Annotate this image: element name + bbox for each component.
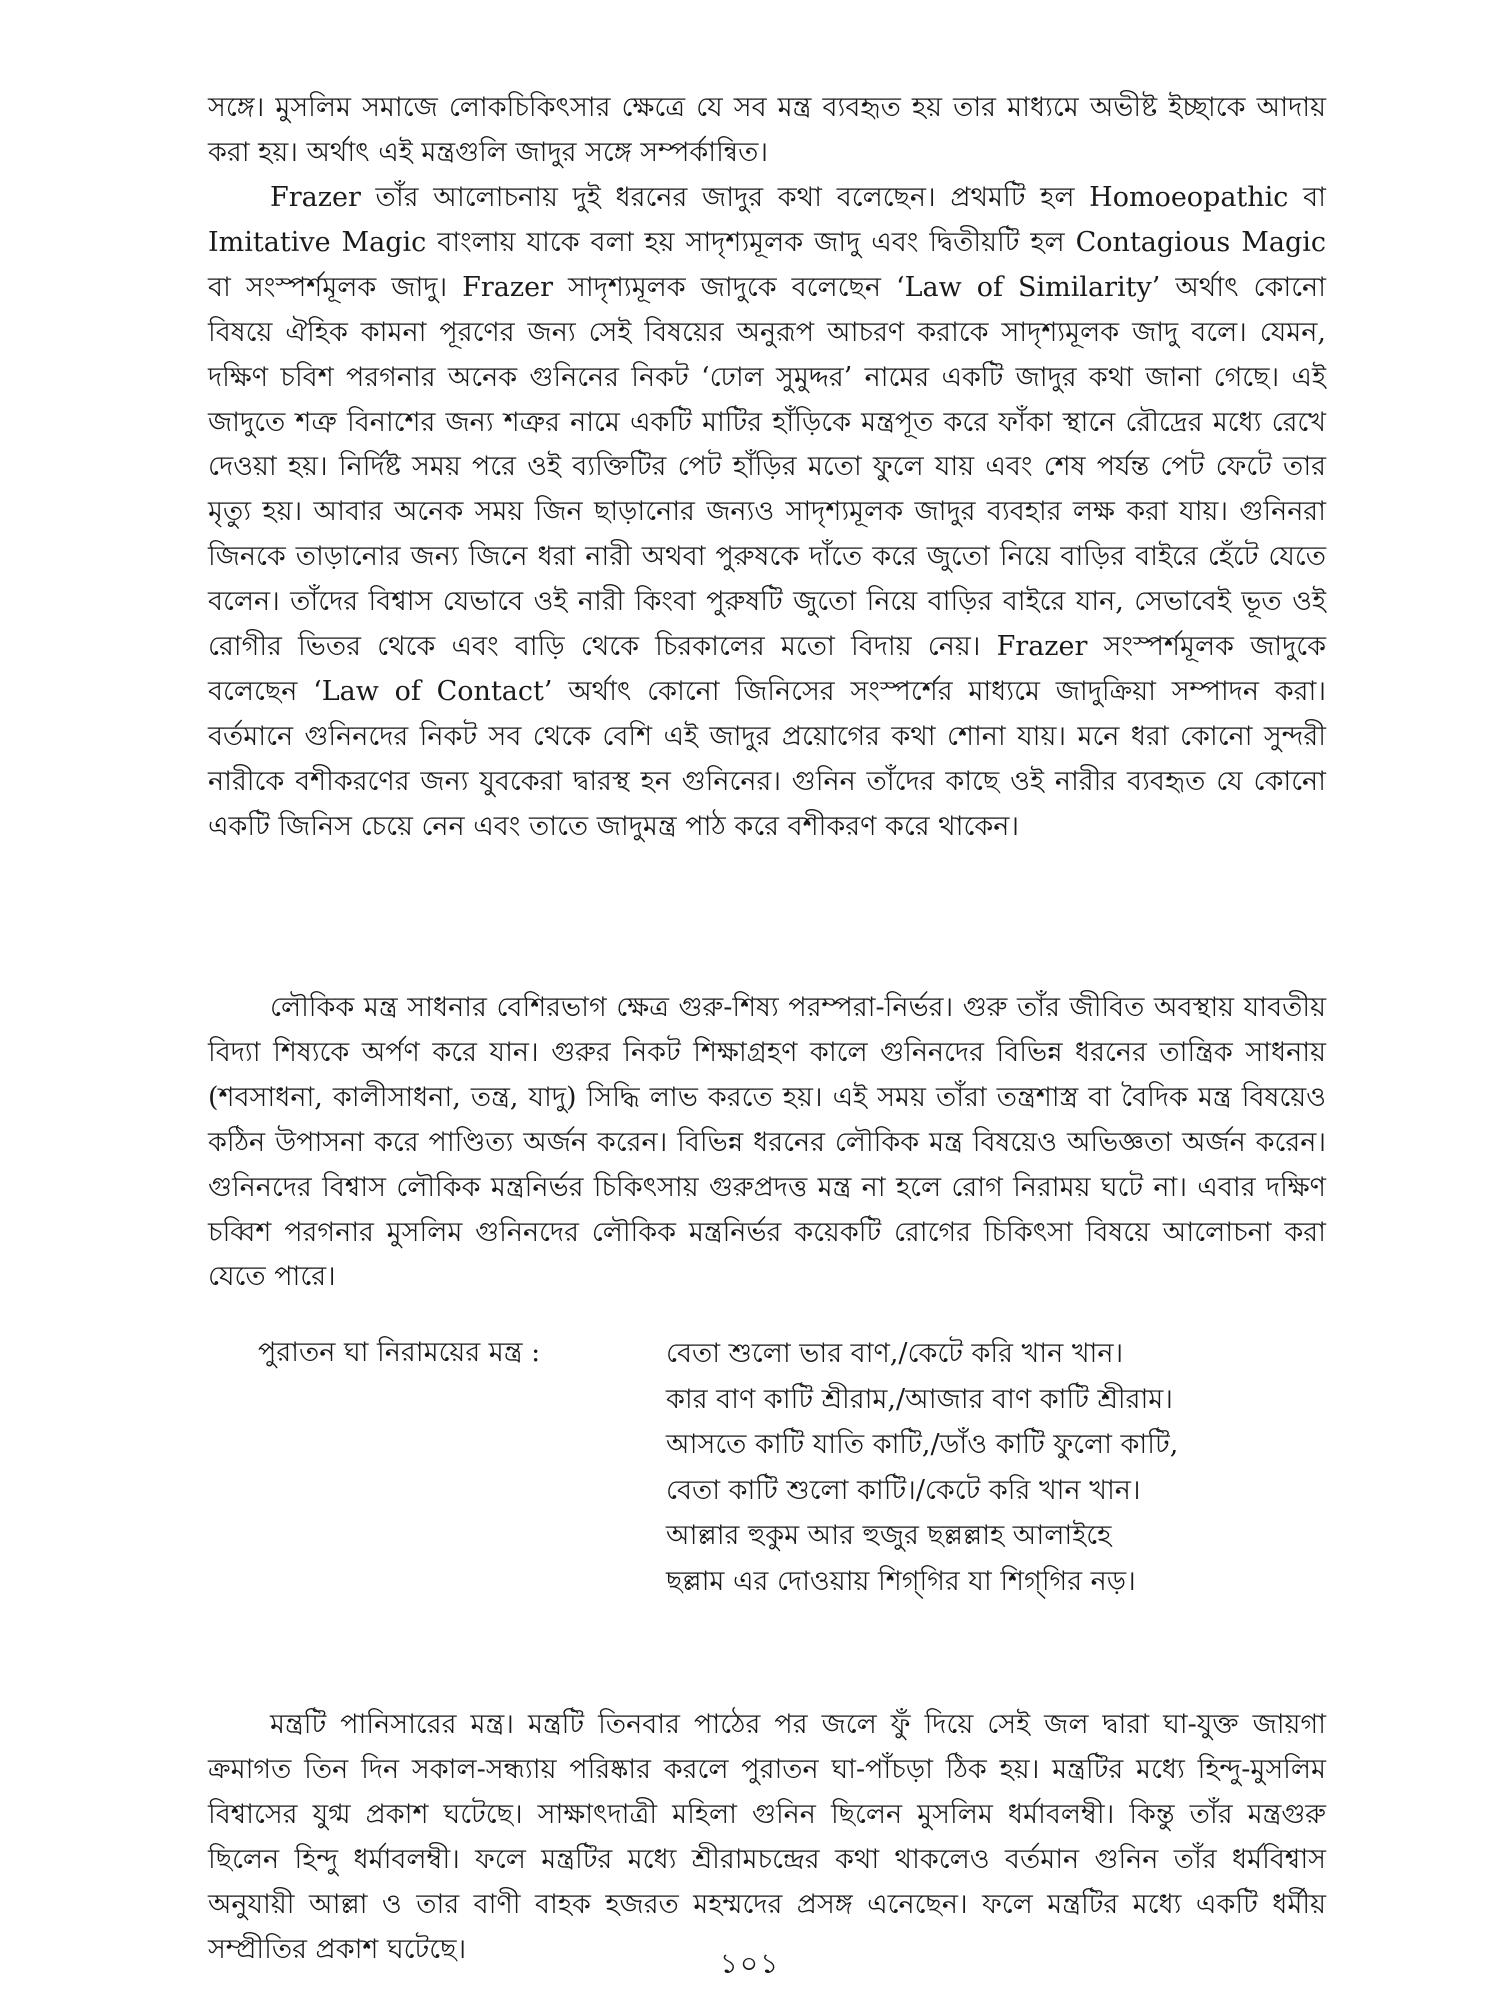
paragraph-intro-continuation: সঙ্গে। মুসলিম সমাজে লোকচিকিৎসার ক্ষেত্রে যে সব মন্ত্র ব্যবহৃত হয় তার মাধ্যমে অভীষ্ট ইচ্ছাকে আদায় করা হয়। অর্থাৎ এই মন্ত্রগুলি জাদুর সঙ্গে সম্পর্কান্বিত। bbox=[208, 92, 1326, 168]
paragraph-mantra-explanation: মন্ত্রটি পানিসারের মন্ত্র। মন্ত্রটি তিনবার পাঠের পর জলে ফুঁ দিয়ে সেই জল দ্বারা ঘা-যুক্ত জায়গা ক্রমাগত তিন দিন সকাল-সন্ধ্যায় পরিষ্কার করলে পুরাতন ঘা-পাঁচড়া ঠিক হয়। মন্ত্রটির মধ্যে হিন্দু-মুসলিম বিশ্বাসের যুগ্ম প্রকাশ ঘটেছে। সাক্ষাৎদাত্রী মহিলা গুনিন ছিলেন মুসলিম ধর্মাবলম্বী। কিন্তু তাঁর মন্ত্রগুরু ছিলেন হিন্দু ধর্মাবলম্বী। ফলে মন্ত্রটির মধ্যে শ্রীরামচন্দ্রের কথা থাকলেও বর্তমান গুনিন তাঁর ধর্মবিশ্বাস অনুযায়ী আল্লা ও তার বাণী বাহক হজরত মহম্মদের প্রসঙ্গ এনেছেন। ফলে মন্ত্রটির মধ্যে একটি ধর্মীয় সম্প্রীতির প্রকাশ ঘটেছে। bbox=[208, 1709, 1326, 1965]
mantra-label: পুরাতন ঘা নিরাময়ের মন্ত্র : bbox=[258, 1337, 541, 1368]
mantra-line: বেতা শুলো ভার বাণ,/কেটে করি খান খান। bbox=[666, 1338, 1124, 1369]
mantra-line: বেতা কাটি শুলো কাটি।/কেটে করি খান খান। bbox=[666, 1474, 1141, 1506]
mantra-line: আল্লার হুকুম আর হুজুর ছল্লল্লাহ আলাইহে bbox=[666, 1520, 1112, 1551]
mantra-line: আসতে কাটি যাতি কাটি,/ডাঁও কাটি ফুলো কাটি, bbox=[666, 1429, 1179, 1460]
paragraph-frazer-magic: Frazer তাঁর আলোচনায় দুই ধরনের জাদুর কথা বলেছেন। প্রথমটি হল Homoeopathic বা Imitative Magic বাংলায় যাকে বলা হয় সাদৃশ্যমূলক জাদু এবং দ্বিতীয়টি হল Contagious Magic বা সংস্পর্শমূলক জাদু। Frazer সাদৃশ্যমূলক জাদুকে বলেছেন ‘Law of Similarity’ অর্থাৎ কোনো বিষয়ে ঐহিক কামনা পূরণের জন্য সেই বিষয়ের অনুরূপ আচরণ করাকে সাদৃশ্যমূলক জাদু বলে। যেমন, দক্ষিণ চবিশ পরগনার অনেক গুনিনের নিকট ‘ঢোল সুমুদ্দর’ নামের একটি জাদুর কথা জানা গেছে। এই জাদুতে শত্রু বিনাশের জন্য শত্রুর নামে একটি মাটির হাঁড়িকে মন্ত্রপূত করে ফাঁকা স্থানে রৌদ্রের মধ্যে রেখে দেওয়া হয়। নির্দিষ্ট সময় পরে ওই ব্যক্তিটির পেট হাঁড়ির মতো ফুলে যায় এবং শেষ পর্যন্ত পেট ফেটে তার মৃত্যু হয়। আবার অনেক সময় জিন ছাড়ানোর জন্যও সাদৃশ্যমূলক জাদুর ব্যবহার লক্ষ করা যায়। গুনিনরা জিনকে তাড়ানোর জন্য জিনে ধরা নারী অথবা পুরুষকে দাঁতে করে জুতো নিয়ে বাড়ির বাইরে হেঁটে যেতে বলেন। তাঁদের বিশ্বাস যেভাবে ওই নারী কিংবা পুরুষটি জুতো নিয়ে বাড়ির বাইরে যান, সেভাবেই ভূত ওই রোগীর ভিতর থেকে এবং বাড়ি থেকে চিরকালের মতো বিদায় নেয়। Frazer সংস্পর্শমূলক জাদুকে বলেছেন ‘Law of Contact’ অর্থাৎ কোনো জিনিসের সংস্পর্শের মাধ্যমে জাদুক্রিয়া সম্পাদন করা। বর্তমানে গুনিনদের নিকট সব থেকে বেশি এই জাদুর প্রয়োগের কথা শোনা যায়। মনে ধরা কোনো সুন্দরী নারীকে বশীকরণের জন্য যুবকেরা দ্বারস্থ হন গুনিনের। গুনিন তাঁদের কাছে ওই নারীর ব্যবহৃত যে কোনো একটি জিনিস চেয়ে নেন এবং তাতে জাদুমন্ত্র পাঠ করে বশীকরণ করে থাকেন। bbox=[208, 182, 1326, 842]
mantra-line: ছল্লাম এর দোওয়ায় শিগ্‌গির যা শিগ্‌গির নড়। bbox=[666, 1565, 1136, 1597]
mantra-line: কার বাণ কাটি শ্রীরাম,/আজার বাণ কাটি শ্রীরাম। bbox=[666, 1383, 1173, 1415]
paragraph-guru-tradition: লৌকিক মন্ত্র সাধনার বেশিরভাগ ক্ষেত্র গুরু-শিষ্য পরম্পরা-নির্ভর। গুরু তাঁর জীবিত অবস্থায় যাবতীয় বিদ্যা শিষ্যকে অর্পণ করে যান। গুরুর নিকট শিক্ষাগ্রহণ কালে গুনিনদের বিভিন্ন ধরনের তান্ত্রিক সাধনায় (শবসাধনা, কালীসাধনা, তন্ত্র, যাদু) সিদ্ধি লাভ করতে হয়। এই সময় তাঁরা তন্ত্রশাস্ত্র বা বৈদিক মন্ত্র বিষয়েও কঠিন উপাসনা করে পাণ্ডিত্য অর্জন করেন। বিভিন্ন ধরনের লৌকিক মন্ত্র বিষয়েও অভিজ্ঞতা অর্জন করেন। গুনিনদের বিশ্বাস লৌকিক মন্ত্রনির্ভর চিকিৎসায় গুরুপ্রদত্ত মন্ত্র না হলে রোগ নিরাময় ঘটে না। এবার দক্ষিণ চব্বিশ পরগনার মুসলিম গুনিনদের লৌকিক মন্ত্রনির্ভর কয়েকটি রোগের চিকিৎসা বিষয়ে আলোচনা করা যেতে পারে। bbox=[208, 992, 1326, 1293]
mantra-verse bbox=[666, 1331, 1306, 1604]
page-number: ১০১ bbox=[719, 1947, 781, 1980]
